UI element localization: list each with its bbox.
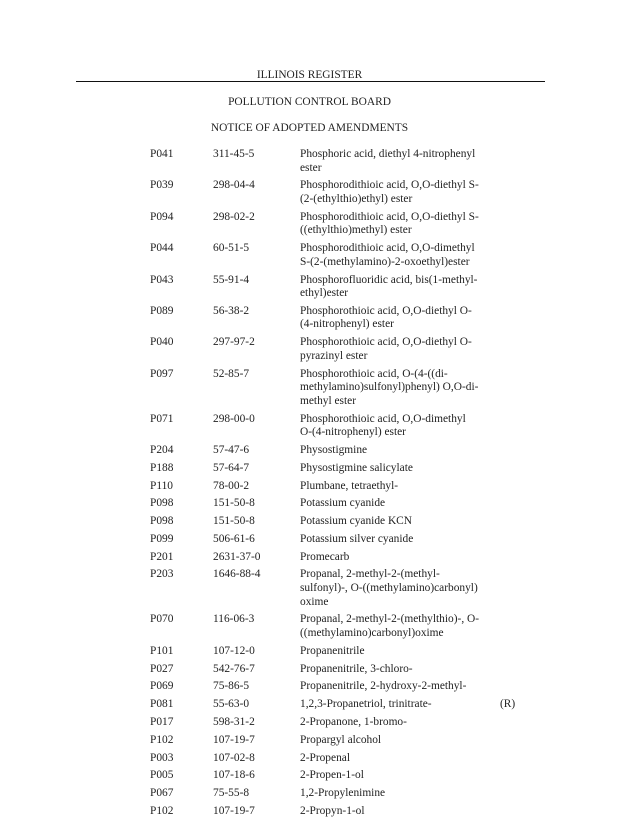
waste-code: P110 — [150, 479, 173, 492]
waste-code: P040 — [150, 336, 174, 349]
substance-name: Potassium cyanide — [300, 497, 386, 510]
waste-code: P203 — [150, 568, 174, 581]
waste-code: P089 — [150, 304, 174, 317]
table-row — [0, 533, 619, 547]
cas-number: 75-86-5 — [213, 680, 250, 693]
substance-name: 2-Propenal — [300, 751, 350, 764]
substance-name: Phosphorothioic acid, O,O-dimethyl — [300, 412, 466, 425]
waste-code: P070 — [150, 613, 174, 626]
table-row — [0, 480, 619, 494]
substance-name: 1,2-Propylenimine — [300, 787, 386, 800]
substance-name: ((ethylthio)methyl) ester — [300, 224, 412, 237]
table-row — [0, 305, 619, 332]
cas-number: 107-19-7 — [213, 733, 255, 746]
substance-name: Propanenitrile, 3-chloro- — [300, 662, 413, 675]
substance-name: Potassium silver cyanide — [300, 532, 414, 545]
cas-number: 116-06-3 — [213, 613, 255, 626]
waste-code: P099 — [150, 532, 174, 545]
substance-name: ethyl)ester — [300, 287, 349, 300]
cas-number: 57-47-6 — [213, 443, 250, 456]
waste-code: P069 — [150, 680, 174, 693]
waste-code: P094 — [150, 210, 174, 223]
table-row — [0, 805, 619, 819]
cas-number: 56-38-2 — [213, 304, 250, 317]
waste-code: P102 — [150, 804, 174, 817]
waste-code: P067 — [150, 787, 174, 800]
substance-name: Physostigmine — [300, 443, 368, 456]
cas-number: 2631-37-0 — [213, 550, 261, 563]
cas-number: 75-55-8 — [213, 787, 250, 800]
waste-code: P044 — [150, 242, 174, 255]
cas-number: 1646-88-4 — [213, 568, 261, 581]
board-name: POLLUTION CONTROL BOARD — [228, 96, 391, 108]
waste-code: P101 — [150, 644, 174, 657]
table-row — [0, 716, 619, 730]
substance-name: Propanal, 2-methyl-2-(methylthio)-, O- — [300, 613, 480, 626]
substance-name: Phosphorothioic acid, O,O-diethyl O- — [300, 304, 472, 317]
waste-code: P043 — [150, 273, 174, 286]
waste-code: P005 — [150, 769, 174, 782]
substance-name: methylamino)sulfonyl)phenyl) O,O-di- — [300, 381, 479, 394]
cas-number: 55-63-0 — [213, 698, 250, 711]
waste-code: P039 — [150, 179, 174, 192]
table-row — [0, 645, 619, 659]
substance-name: Phosphorodithioic acid, O,O-diethyl S- — [300, 179, 479, 192]
table-row — [0, 680, 619, 694]
table-row — [0, 734, 619, 748]
waste-code: P097 — [150, 367, 174, 380]
cas-number: 107-18-6 — [213, 769, 255, 782]
cas-number: 298-00-0 — [213, 412, 255, 425]
substance-name: Potassium cyanide KCN — [300, 515, 412, 528]
substance-name: Promecarb — [300, 550, 350, 563]
substance-name: 2-Propen-1-ol — [300, 769, 364, 782]
waste-code: P201 — [150, 550, 174, 563]
substance-name: Phosphorothioic acid, O-(4-((di- — [300, 367, 448, 380]
waste-code: P102 — [150, 733, 174, 746]
substance-name: sulfonyl)-, O-((methylamino)carbonyl) — [300, 582, 478, 595]
substance-name: Plumbane, tetraethyl- — [300, 479, 399, 492]
cas-number: 297-97-2 — [213, 336, 255, 349]
substance-name: S-(2-(methylamino)-2-oxoethyl)ester — [300, 255, 470, 268]
table-row — [0, 444, 619, 458]
substance-name: Propanal, 2-methyl-2-(methyl- — [300, 568, 440, 581]
cas-number: 60-51-5 — [213, 242, 250, 255]
substance-name: Phosphorodithioic acid, O,O-diethyl S- — [300, 210, 479, 223]
table-row — [0, 462, 619, 476]
substance-name: ((methylamino)carbonyl)oxime — [300, 627, 444, 640]
cas-number: 311-45-5 — [213, 148, 255, 160]
substance-name: 1,2,3-Propanetriol, trinitrate- — [300, 698, 432, 711]
table-row — [0, 663, 619, 677]
table-row — [0, 568, 619, 609]
substance-name: (2-(ethylthio)ethyl) ester — [300, 192, 413, 205]
table-row — [0, 179, 619, 206]
cas-number: 55-91-4 — [213, 273, 250, 286]
substance-name: Physostigmine salicylate — [300, 461, 413, 474]
waste-code: P003 — [150, 751, 174, 764]
notice-title: NOTICE OF ADOPTED AMENDMENTS — [210, 122, 409, 134]
table-row — [0, 613, 619, 640]
substance-name: Propanenitrile — [300, 644, 365, 657]
substance-name: Propanenitrile, 2-hydroxy-2-methyl- — [300, 680, 467, 693]
waste-code: P188 — [150, 461, 174, 474]
table-row — [0, 413, 619, 440]
cas-number: 598-31-2 — [213, 715, 255, 728]
substance-name: ester — [300, 161, 322, 174]
substance-name: Propargyl alcohol — [300, 733, 382, 746]
waste-code: P098 — [150, 497, 174, 510]
table-row — [0, 752, 619, 766]
substance-name: pyrazinyl ester — [300, 349, 368, 362]
waste-code: P098 — [150, 515, 174, 528]
substance-name: Phosphorofluoridic acid, bis(1-methyl- — [300, 273, 478, 286]
waste-code: P017 — [150, 715, 174, 728]
cas-number: 298-02-2 — [213, 210, 255, 223]
table-row — [0, 242, 619, 269]
hazard-note: (R) — [500, 698, 516, 711]
waste-code: P041 — [150, 148, 174, 160]
cas-number: 52-85-7 — [213, 367, 250, 380]
substance-name: O-(4-nitrophenyl) ester — [300, 426, 406, 439]
substance-name: (4-nitrophenyl) ester — [300, 318, 394, 331]
substance-name: 2-Propyn-1-ol — [300, 804, 365, 817]
register-title: ILLINOIS REGISTER — [256, 69, 363, 81]
substance-name: Phosphoric acid, diethyl 4-nitrophenyl — [300, 148, 476, 160]
waste-code: P071 — [150, 412, 174, 425]
waste-code: P027 — [150, 662, 174, 675]
substance-name: Phosphorodithioic acid, O,O-dimethyl — [300, 242, 475, 255]
substance-name: 2-Propanone, 1-bromo- — [300, 715, 407, 728]
cas-number: 151-50-8 — [213, 497, 255, 510]
cas-number: 57-64-7 — [213, 461, 250, 474]
waste-code: P204 — [150, 443, 174, 456]
table-row — [0, 515, 619, 529]
hazardous-waste-table — [0, 148, 619, 823]
table-row — [0, 211, 619, 238]
substance-name: Phosphorothioic acid, O,O-diethyl O- — [300, 336, 472, 349]
cas-number: 107-02-8 — [213, 751, 255, 764]
table-row — [0, 787, 619, 801]
table-row — [0, 274, 619, 301]
cas-number: 506-61-6 — [213, 532, 255, 545]
table-row — [0, 336, 619, 363]
cas-number: 298-04-4 — [213, 179, 255, 192]
waste-code: P081 — [150, 698, 174, 711]
cas-number: 78-00-2 — [213, 479, 250, 492]
cas-number: 107-12-0 — [213, 644, 255, 657]
cas-number: 542-76-7 — [213, 662, 255, 675]
table-row — [0, 497, 619, 511]
header-rule — [76, 81, 545, 82]
table-row — [0, 769, 619, 783]
substance-name: oxime — [300, 595, 329, 608]
table-row — [0, 148, 619, 175]
table-row — [0, 698, 619, 712]
cas-number: 107-19-7 — [213, 804, 255, 817]
table-row — [0, 551, 619, 565]
table-row — [0, 368, 619, 409]
substance-name: methyl ester — [300, 394, 356, 407]
cas-number: 151-50-8 — [213, 515, 255, 528]
